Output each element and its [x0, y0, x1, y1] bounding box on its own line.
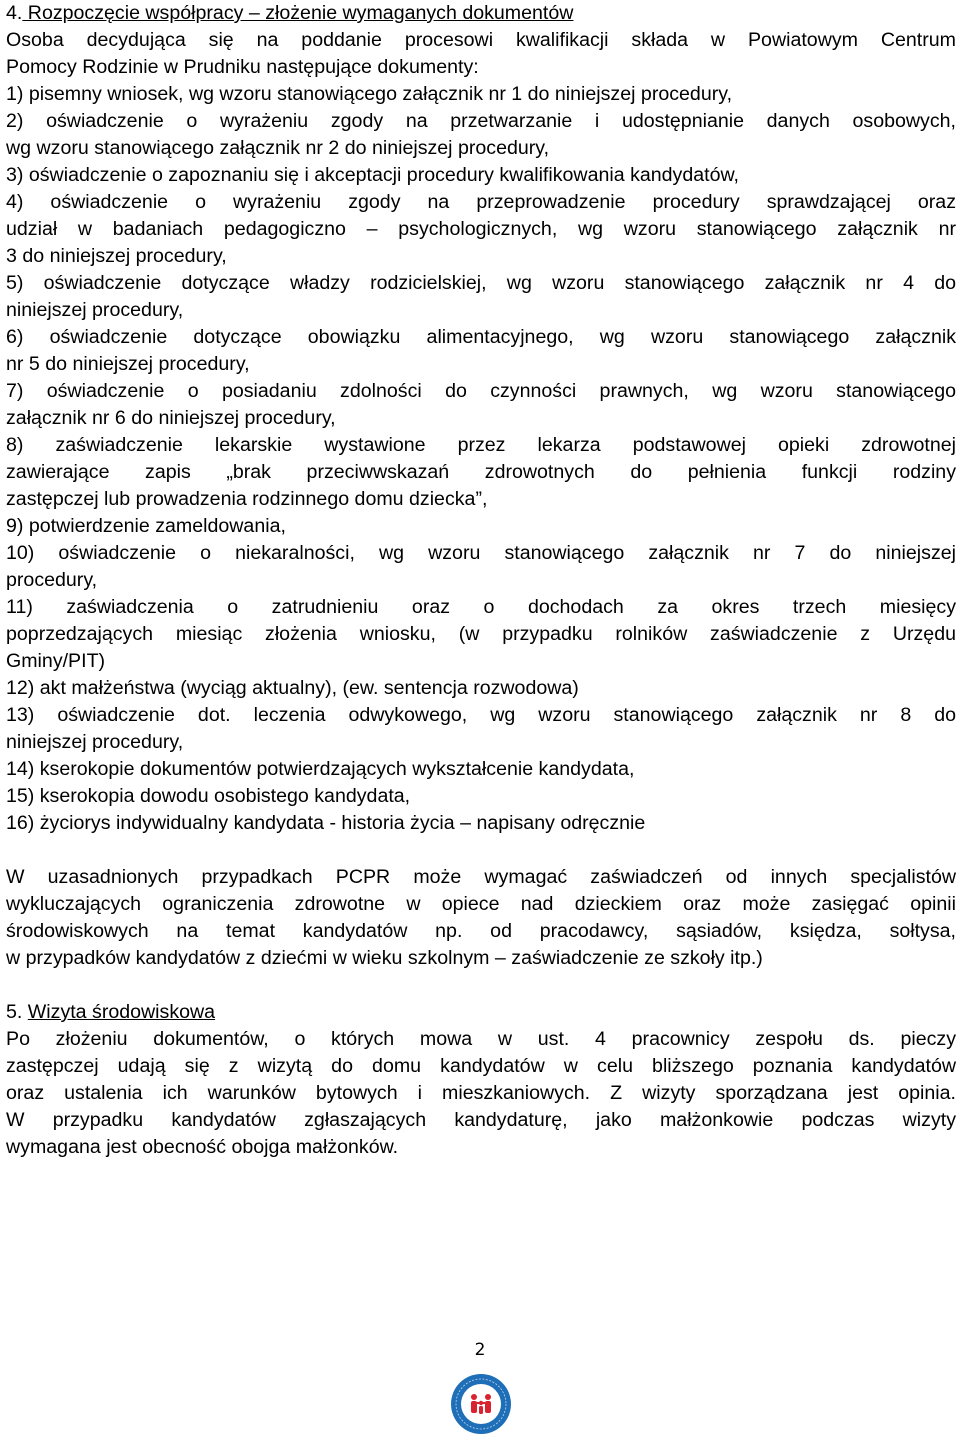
list-item-line: 5) oświadczenie dotyczące władzy rodzicielskiej, wg wzoru stanowiącego załącznik nr 4 do	[6, 272, 956, 294]
list-item-line: 12) akt małżeństwa (wyciąg aktualny), (ew. sentencja rozwodowa)	[6, 677, 579, 699]
document-page	[6, 0, 956, 1161]
section-4-intro	[6, 27, 956, 81]
list-item	[6, 270, 956, 324]
list-item	[6, 594, 956, 675]
intro-line: Osoba decydująca się na poddanie procesowi kwalifikacji składa w Powiatowym Centrum	[6, 29, 956, 51]
list-item-line: załącznik nr 6 do niniejszej procedury,	[6, 407, 336, 429]
section-4-number: 4.	[6, 2, 23, 24]
section-5-line: wymagana jest obecność obojga małżonków.	[6, 1136, 399, 1158]
list-item-line: 16) życiorys indywidualny kandydata - historia życia – napisany odręcznie	[6, 812, 646, 834]
list-item-line: udział w badaniach pedagogiczno – psychologicznych, wg wzoru stanowiącego załącznik nr	[6, 218, 956, 240]
list-item	[6, 810, 956, 837]
section-4-title: Rozpoczęcie współpracy – złożenie wymaganych dokumentów	[22, 2, 574, 24]
list-item-line: 8) zaświadczenie lekarskie wystawione przez lekarza podstawowej opieki zdrowotnej	[6, 434, 956, 456]
page-number: 2	[474, 1340, 486, 1360]
section-5-body	[6, 1026, 956, 1161]
list-item	[6, 702, 956, 756]
list-item	[6, 540, 956, 594]
list-item	[6, 162, 956, 189]
intro-line: Pomocy Rodzinie w Prudniku następujące dokumenty:	[6, 56, 479, 78]
list-item	[6, 378, 956, 432]
note-line: wykluczających ograniczenia zdrowotne w opiece nad dzieckiem oraz może zasięgać opinii	[6, 893, 956, 915]
list-item-line: 4) oświadczenie o wyrażeniu zgody na przeprowadzenie procedury sprawdzającej oraz	[6, 191, 956, 213]
list-item-line: 7) oświadczenie o posiadaniu zdolności do czynności prawnych, wg wzoru stanowiącego	[6, 380, 956, 402]
section-5-heading	[6, 999, 956, 1026]
list-item	[6, 432, 956, 513]
list-item-line: nr 5 do niniejszej procedury,	[6, 353, 250, 375]
list-item-line: 6) oświadczenie dotyczące obowiązku alimentacyjnego, wg wzoru stanowiącego załącznik	[6, 326, 956, 348]
list-item-line: 13) oświadczenie dot. leczenia odwykowego, wg wzoru stanowiącego załącznik nr 8 do	[6, 704, 956, 726]
list-item-line: Gminy/PIT)	[6, 650, 106, 672]
list-item-line: poprzedzających miesiąc złożenia wniosku, (w przypadku rolników zaświadczenie z Urzędu	[6, 623, 956, 645]
note-line: w przypadków kandydatów z dziećmi w wieku szkolnym – zaświadczenie ze szkoły itp.)	[6, 947, 763, 969]
section-5-number: 5.	[6, 1001, 28, 1023]
section-4-note	[6, 864, 956, 972]
list-item-line: 11) zaświadczenia o zatrudnieniu oraz o dochodach za okres trzech miesięcy	[6, 596, 956, 618]
section-5-line: Po złożeniu dokumentów, o których mowa w ust. 4 pracownicy zespołu ds. pieczy	[6, 1028, 956, 1050]
list-item-line: 10) oświadczenie o niekaralności, wg wzoru stanowiącego załącznik nr 7 do niniejszej	[6, 542, 956, 564]
section-5-line: zastępczej udają się z wizytą do domu kandydatów w celu bliższego poznania kandydatów	[6, 1055, 956, 1077]
list-item	[6, 81, 956, 108]
list-item-line: 9) potwierdzenie zameldowania,	[6, 515, 286, 537]
list-item-line: zastępczej lub prowadzenia rodzinnego domu dziecka”,	[6, 488, 488, 510]
list-item-line: 15) kserokopia dowodu osobistego kandydata,	[6, 785, 411, 807]
list-item-line: zawierające zapis „brak przeciwwskazań zdrowotnych do pełnienia funkcji rodziny	[6, 461, 956, 483]
section-5-line: oraz ustalenia ich warunków bytowych i mieszkaniowych. Z wizyty sporządzana jest opinia.	[6, 1082, 956, 1104]
required-documents-list	[6, 81, 956, 837]
spacer	[6, 972, 956, 999]
list-item-line: 1) pisemny wniosek, wg wzoru stanowiącego załącznik nr 1 do niniejszej procedury,	[6, 83, 733, 105]
list-item	[6, 513, 956, 540]
list-item-line: wg wzoru stanowiącego załącznik nr 2 do niniejszej procedury,	[6, 137, 550, 159]
spacer	[6, 837, 956, 864]
list-item-line: niniejszej procedury,	[6, 299, 184, 321]
note-line: środowiskowych na temat kandydatów np. od pracodawcy, sąsiadów, księdza, sołtysa,	[6, 920, 956, 942]
list-item	[6, 783, 956, 810]
list-item-line: 14) kserokopie dokumentów potwierdzających wykształcenie kandydata,	[6, 758, 635, 780]
pcpr-logo-icon	[450, 1373, 512, 1435]
list-item-line: niniejszej procedury,	[6, 731, 184, 753]
list-item	[6, 324, 956, 378]
list-item-line: procedury,	[6, 569, 98, 591]
list-item	[6, 189, 956, 270]
section-5-line: W przypadku kandydatów zgłaszających kandydaturę, jako małżonkowie podczas wizyty	[6, 1109, 956, 1131]
list-item-line: 2) oświadczenie o wyrażeniu zgody na przetwarzanie i udostępnianie danych osobowych,	[6, 110, 956, 132]
list-item-line: 3) oświadczenie o zapoznaniu się i akceptacji procedury kwalifikowania kandydatów,	[6, 164, 739, 186]
list-item	[6, 108, 956, 162]
list-item	[6, 675, 956, 702]
section-4-heading	[6, 0, 956, 27]
list-item-line: 3 do niniejszej procedury,	[6, 245, 227, 267]
list-item	[6, 756, 956, 783]
section-5-title: Wizyta środowiskowa	[27, 1001, 216, 1023]
note-line: W uzasadnionych przypadkach PCPR może wymagać zaświadczeń od innych specjalistów	[6, 866, 956, 888]
